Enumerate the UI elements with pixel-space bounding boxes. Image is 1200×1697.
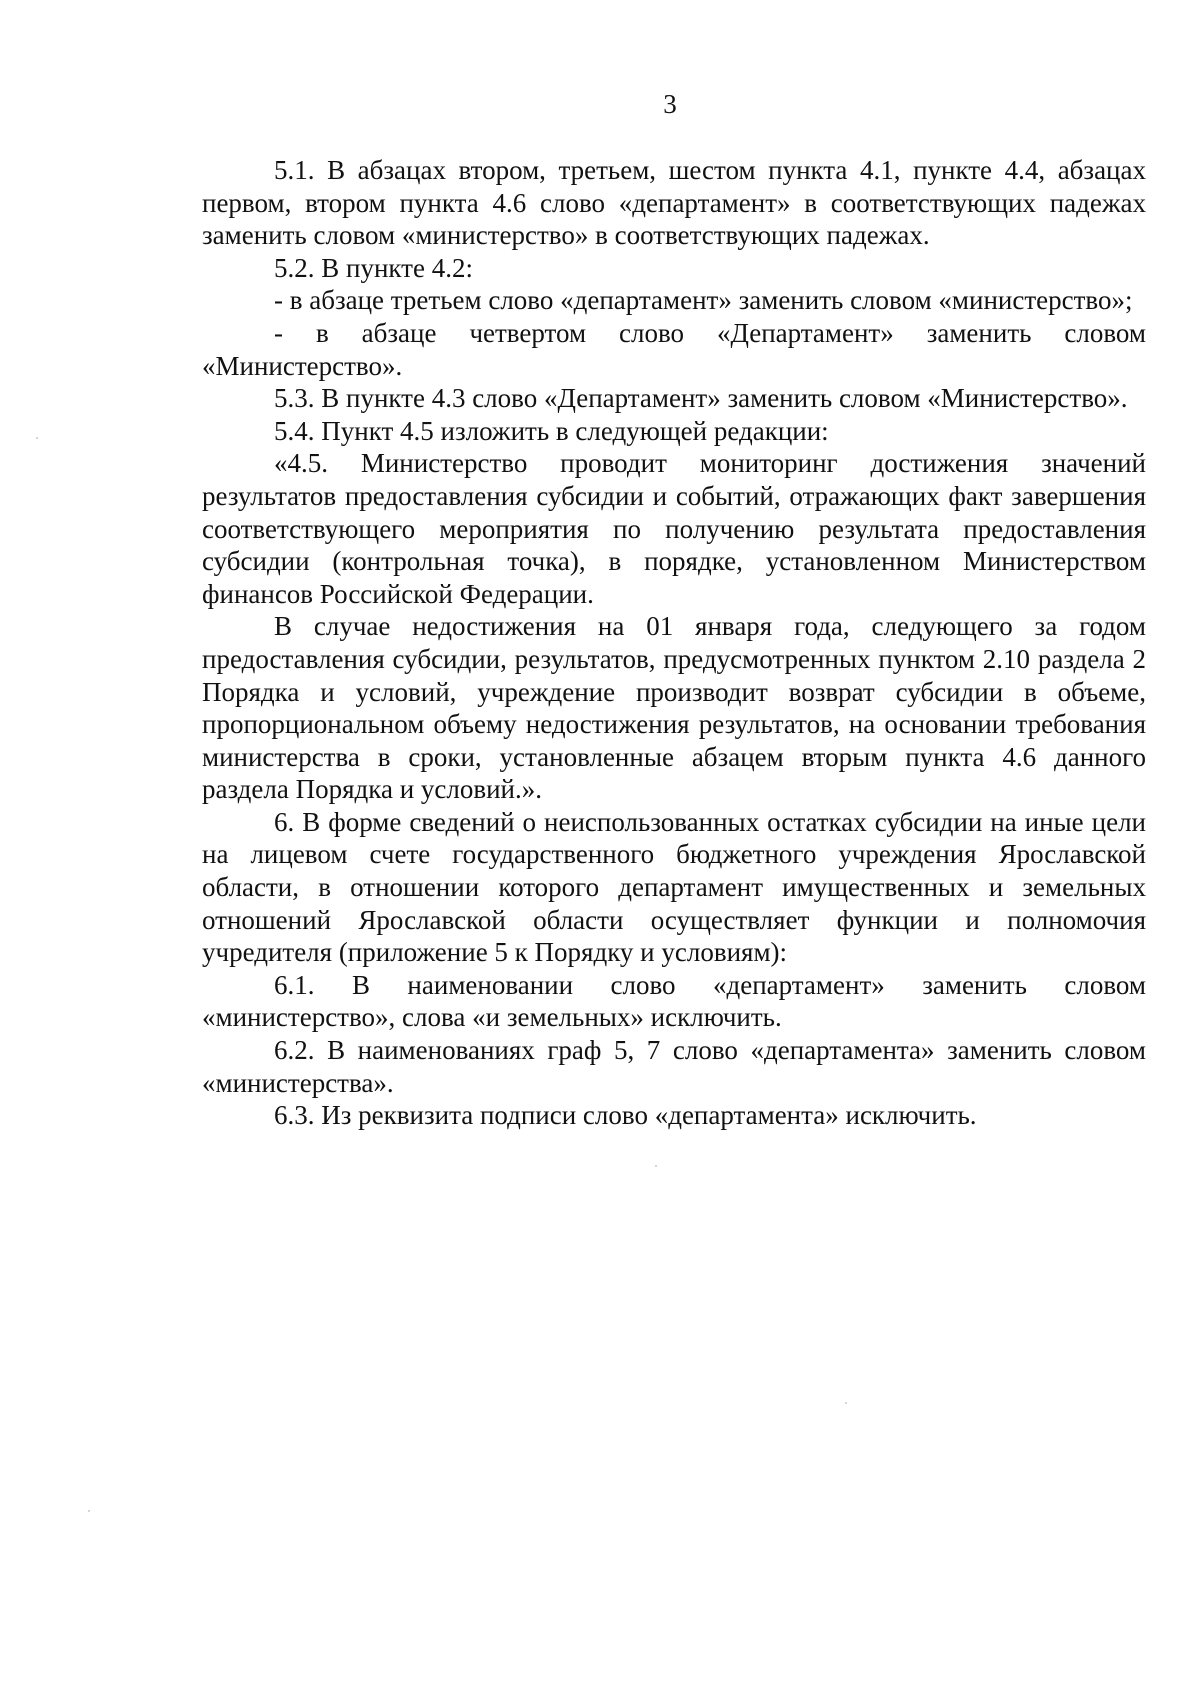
paragraph-5-4: 5.4. Пункт 4.5 изложить в следующей редакции: [274, 415, 829, 446]
paragraph-6-1: 6.1. В наименовании слово «департамент» заменить словом «министерство», слова «и земельных» исключить. [202, 969, 1146, 1033]
paragraph-5-2: 5.2. В пункте 4.2: [274, 252, 473, 283]
scan-speck [36, 437, 38, 439]
page-number: 3 [663, 89, 677, 119]
scan-speck [88, 1510, 90, 1512]
scan-speck [655, 1165, 657, 1167]
scan-speck [845, 1402, 847, 1404]
paragraph-4-5-continuation: В случае недостижения на 01 января года, следующего за годом предоставления субсидии, результатов, предусмотренных пунктом 2.10 раздела 2 Порядка и условий, учреждение производит возврат субсидии в объеме, пропорциональном объему недостижения результатов, на основании требования министерства в сроки, установленные абзацем вторым пункта 4.6 данного раздела Порядка и условий.». [202, 611, 1146, 805]
paragraph-5-2-item-2: - в абзаце четвертом слово «Департамент» заменить словом «Министерство». [202, 317, 1146, 381]
paragraph-5-3: 5.3. В пункте 4.3 слово «Департамент» заменить словом «Министерство». [274, 383, 1128, 414]
paragraph-4-5-quote: «4.5. Министерство проводит мониторинг достижения значений результатов предоставления субсидии и событий, отражающих факт завершения соответствующего мероприятия по получению результата предоставления субсидии (контрольная точка), в порядке, установленном Министерством финансов Российской Федерации. [202, 448, 1146, 609]
paragraph-6-3: 6.3. Из реквизита подписи слово «департамента» исключить. [274, 1100, 977, 1131]
paragraph-5-2-item-1: - в абзаце третьем слово «департамент» заменить словом «министерство»; [274, 285, 1133, 316]
paragraph-6: 6. В форме сведений о неиспользованных остатках субсидии на иные цели на лицевом счете государственного бюджетного учреждения Ярославской области, в отношении которого департамент имущественных и земельных отношений Ярославской области осуществляет функции и полномочия учредителя (приложение 5 к Порядку и условиям): [202, 806, 1146, 968]
paragraph-5-1: 5.1. В абзацах втором, третьем, шестом пункта 4.1, пункте 4.4, абзацах первом, втором пункта 4.6 слово «департамент» в соответствующих падежах заменить словом «министерство» в соответствующих падежах. [202, 155, 1146, 251]
document-body [202, 154, 1146, 1132]
paragraph-6-2: 6.2. В наименованиях граф 5, 7 слово «департамента» заменить словом «министерства». [202, 1035, 1146, 1098]
